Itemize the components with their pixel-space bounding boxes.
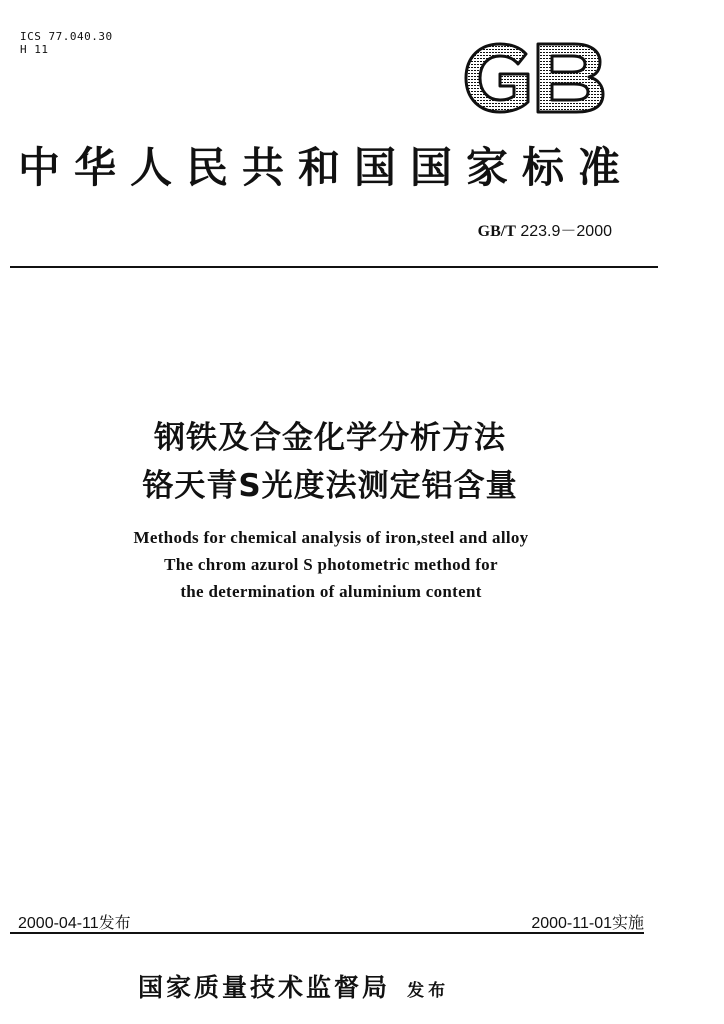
gb-logo	[462, 40, 606, 116]
ics-code: ICS 77.040.30	[20, 30, 113, 43]
english-title-line-1: Methods for chemical analysis of iron,steel and alloy	[133, 528, 529, 547]
issue-date: 2000-04-11发布	[18, 915, 131, 932]
issue-action: 发布	[407, 981, 450, 1001]
header-divider	[10, 266, 658, 268]
issuing-organization: 国家质量技术监督局	[138, 973, 391, 1002]
footer-divider	[10, 932, 644, 934]
national-standard-title: 中华人民共和国国家标准	[18, 143, 635, 192]
ccs-code: H 11	[20, 43, 49, 56]
chinese-title-line-1: 钢铁及合金化学分析方法	[154, 420, 506, 456]
standard-number	[478, 218, 612, 241]
standard-number-prefix: GB/T	[477, 223, 516, 240]
english-title-line-2: The chrom azurol S photometric method for	[164, 555, 498, 574]
issuer-line	[138, 968, 449, 1004]
classification-codes	[20, 30, 113, 56]
standard-number-value: 223.9－2000	[520, 223, 612, 240]
implementation-date: 2000-11-01实施	[531, 915, 644, 932]
english-title-line-3: the determination of aluminium content	[180, 582, 482, 601]
chinese-title-line-2: 铬天青S光度法测定铝含量	[142, 468, 518, 504]
